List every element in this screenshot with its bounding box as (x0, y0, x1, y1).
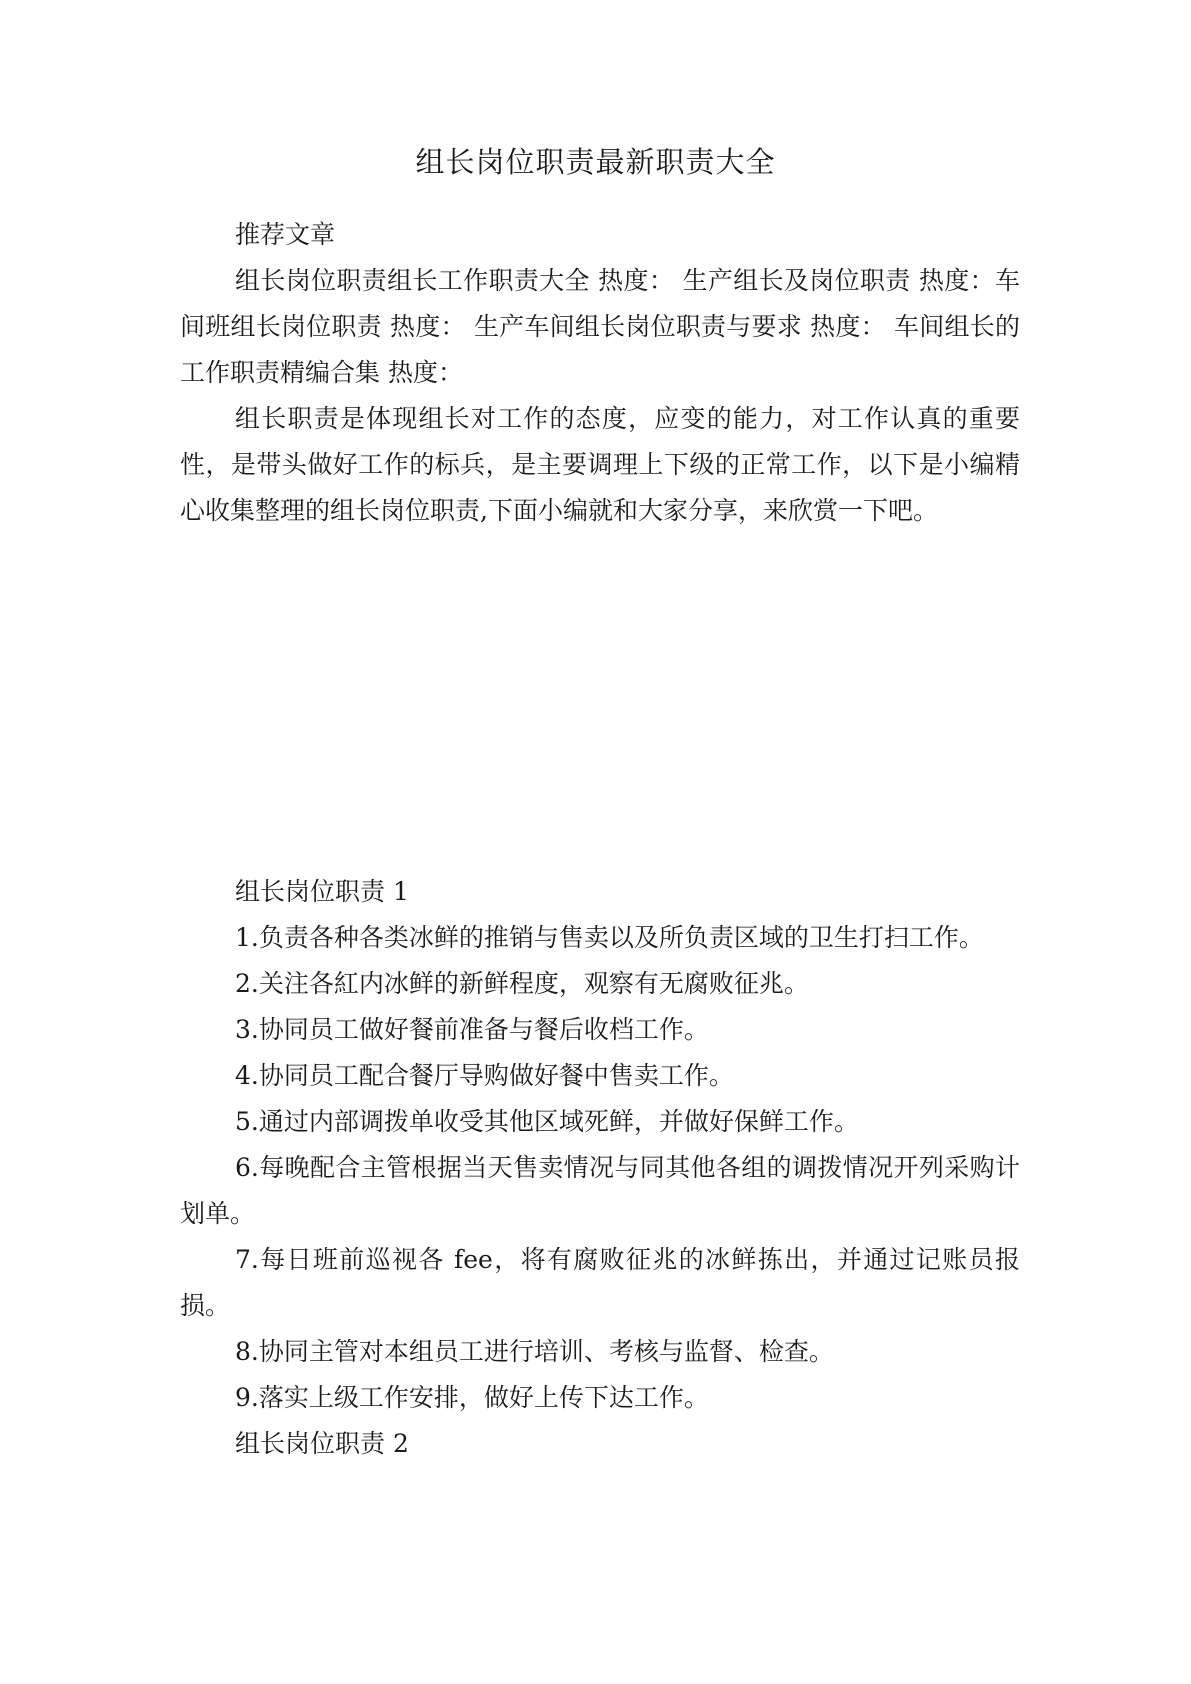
list-item: 5.通过内部调拨单收受其他区域死鲜，并做好保鲜工作。 (235, 1107, 859, 1136)
recommend-heading: 推荐文章 (235, 220, 336, 249)
list-item: 1.负责各种各类冰鲜的推销与售卖以及所负责区域的卫生打扫工作。 (235, 923, 984, 952)
document-title: 组长岗位职责最新职责大全 (415, 145, 776, 179)
list-item: 6.每晚配合主管根据当天售卖情况与同其他各组的调拨情况开列采购计划单。 (180, 1153, 1020, 1228)
section-1-heading: 组长岗位职责 1 (235, 877, 409, 906)
recommend-links: 组长岗位职责组长工作职责大全 热度： 生产组长及岗位职责 热度：车间班组长岗位职责 热度： 生产车间组长岗位职责与要求 热度： 车间组长的工作职责精编合集 热度： (180, 266, 1020, 387)
list-item: 4.协同员工配合餐厅导购做好餐中售卖工作。 (235, 1061, 734, 1090)
list-item: 9.落实上级工作安排，做好上传下达工作。 (235, 1383, 709, 1412)
section-2-heading: 组长岗位职责 2 (235, 1429, 409, 1458)
list-item: 3.协同员工做好餐前准备与餐后收档工作。 (235, 1015, 709, 1044)
section-1 (180, 869, 1020, 1467)
list-item: 7.每日班前巡视各 fee，将有腐败征兆的冰鲜拣出，并通过记账员报损。 (180, 1245, 1020, 1320)
intro-block (180, 212, 1020, 534)
list-item: 2.关注各紅内冰鲜的新鲜程度，观察有无腐败征兆。 (235, 969, 809, 998)
list-item: 8.协同主管对本组员工进行培训、考核与监督、检查。 (235, 1337, 834, 1366)
intro-paragraph: 组长职责是体现组长对工作的态度，应变的能力，对工作认真的重要性，是带头做好工作的标兵，是主要调理上下级的正常工作，以下是小编精心收集整理的组长岗位职责,下面小编就和大家分享，来欣赏一下吧。 (180, 404, 1020, 525)
